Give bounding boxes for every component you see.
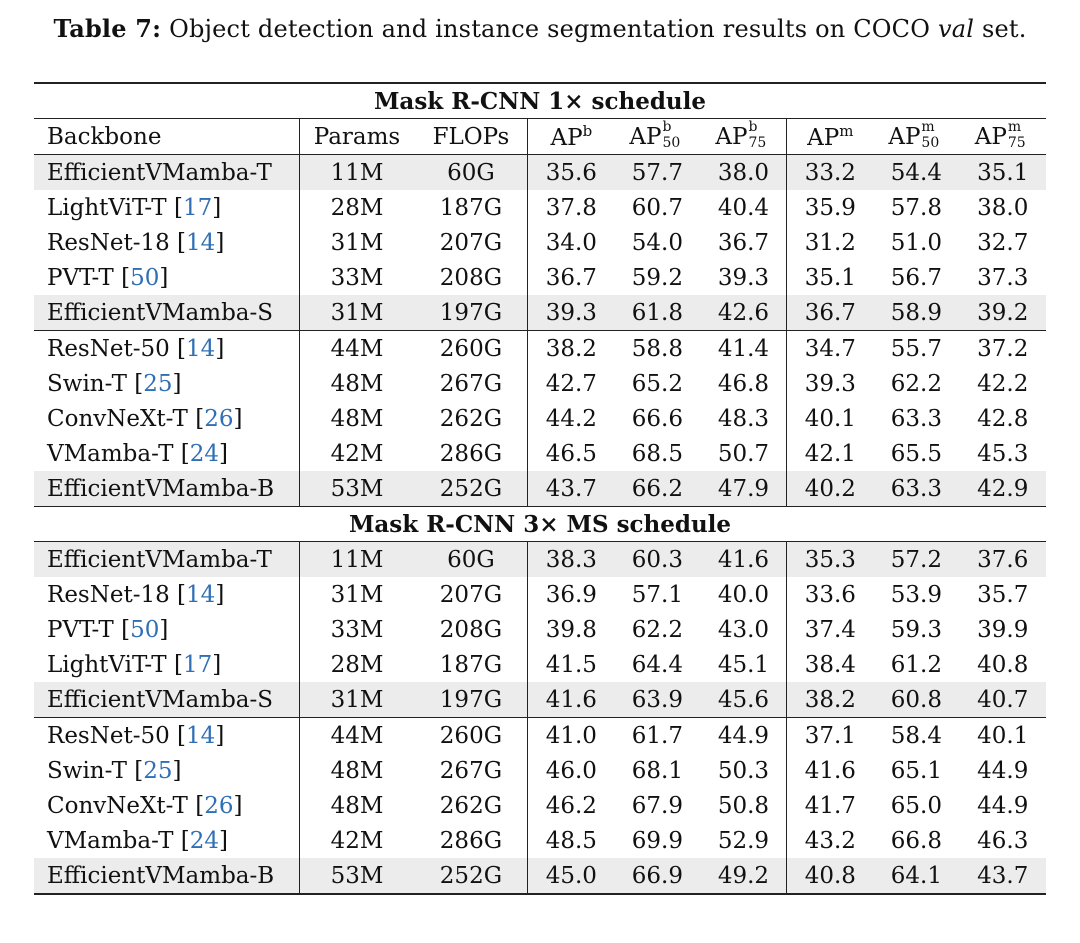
cell-backbone: Swin-T [25] bbox=[34, 366, 299, 401]
citation-link[interactable]: 50 bbox=[130, 616, 160, 643]
ap-subscript: 75 bbox=[1007, 134, 1026, 151]
cell-ap-b50: 68.1 bbox=[631, 757, 683, 784]
cell-params: 28M bbox=[330, 651, 384, 678]
cell-ap-m75: 45.3 bbox=[977, 440, 1029, 467]
cell-ap-b: 38.3 bbox=[528, 542, 614, 578]
cell-ap-m: 38.4 bbox=[804, 651, 856, 678]
cell-ap-m50: 65.0 bbox=[890, 792, 942, 819]
cell-ap-b: 36.7 bbox=[545, 264, 597, 291]
cell-ap-m50: 64.1 bbox=[873, 858, 959, 894]
cell-ap-m75: 39.9 bbox=[977, 616, 1029, 643]
ap-label: AP bbox=[974, 123, 1007, 150]
cell-flops: 267G bbox=[414, 753, 527, 788]
cell-ap-m: 43.2 bbox=[804, 827, 856, 854]
header-backbone: Backbone bbox=[34, 119, 299, 155]
backbone-name: EfficientVMamba-T bbox=[47, 546, 272, 573]
citation-link[interactable]: 50 bbox=[130, 264, 160, 291]
cell-ap-m75: 46.3 bbox=[977, 827, 1029, 854]
cell-ap-b50: 68.5 bbox=[631, 440, 683, 467]
cell-backbone bbox=[34, 155, 299, 191]
cell-ap-m50: 61.2 bbox=[890, 651, 942, 678]
cell-ap-b75: 46.8 bbox=[701, 366, 787, 401]
cell-ap-m: 38.2 bbox=[787, 682, 873, 718]
cell-ap-b50: 60.7 bbox=[631, 194, 683, 221]
cell-flops: 260G bbox=[414, 331, 527, 367]
backbone-name: EfficientVMamba-S bbox=[47, 299, 274, 326]
backbone-name: ConvNeXt-T bbox=[47, 792, 188, 819]
table-row bbox=[34, 155, 1046, 191]
cell-backbone: PVT-T [50] bbox=[34, 260, 299, 295]
cell-ap-m50: 63.3 bbox=[890, 405, 942, 432]
cell-backbone: ResNet-50 [14] bbox=[34, 718, 299, 754]
cell-ap-b75: 52.9 bbox=[701, 823, 787, 858]
table-row bbox=[34, 647, 1046, 682]
cell-flops: 187G bbox=[414, 190, 527, 225]
cell-ap-b50: 54.0 bbox=[631, 229, 683, 256]
cell-flops: 262G bbox=[414, 788, 527, 823]
cell-ap-m: 34.7 bbox=[787, 331, 873, 367]
cell-ap-b50: 66.2 bbox=[614, 471, 700, 507]
cell-ap-b: 41.6 bbox=[528, 682, 614, 718]
cell-ap-b75: 48.3 bbox=[701, 401, 787, 436]
cell-ap-b: 46.2 bbox=[545, 792, 597, 819]
cell-flops: 260G bbox=[414, 718, 527, 754]
header-flops: FLOPs bbox=[414, 119, 527, 155]
cell-ap-m75: 38.0 bbox=[977, 194, 1029, 221]
cell-ap-b: 43.7 bbox=[528, 471, 614, 507]
cell-ap-m50: 65.5 bbox=[890, 440, 942, 467]
backbone-name: VMamba-T bbox=[47, 440, 174, 467]
cell-ap-b50: 61.7 bbox=[614, 718, 700, 754]
cell-ap-b: 39.8 bbox=[545, 616, 597, 643]
cell-params: 11M bbox=[299, 542, 414, 578]
table-row bbox=[34, 612, 1046, 647]
cell-ap-m: 35.9 bbox=[804, 194, 856, 221]
backbone-name: PVT-T bbox=[47, 264, 114, 291]
cell-ap-m: 35.1 bbox=[804, 264, 856, 291]
cell-ap-m50: 65.1 bbox=[890, 757, 942, 784]
cell-ap-m50: 58.9 bbox=[873, 295, 959, 331]
header-params: Params bbox=[299, 119, 414, 155]
cell-ap-b50: 59.2 bbox=[631, 264, 683, 291]
cell-ap-m75: 37.2 bbox=[960, 331, 1046, 367]
table-row bbox=[34, 471, 1046, 507]
cell-ap-m50: 54.4 bbox=[873, 155, 959, 191]
cell-ap-m50: 53.9 bbox=[890, 581, 942, 608]
cell-ap-b75: 40.4 bbox=[701, 190, 787, 225]
citation-link[interactable]: 24 bbox=[189, 827, 219, 854]
cell-ap-b50: 64.4 bbox=[631, 651, 683, 678]
cell-ap-m: 41.6 bbox=[804, 757, 856, 784]
cell-ap-m: 40.1 bbox=[804, 405, 856, 432]
citation-link[interactable]: 17 bbox=[182, 194, 213, 221]
cell-ap-m75: 35.7 bbox=[977, 581, 1029, 608]
backbone-name: Swin-T bbox=[47, 370, 127, 397]
ap-script-stack bbox=[920, 118, 944, 151]
cell-ap-b: 44.2 bbox=[545, 405, 597, 432]
cell-backbone: VMamba-T [24] bbox=[34, 436, 299, 471]
table-row bbox=[34, 577, 1046, 612]
cell-ap-b75: 50.7 bbox=[701, 436, 787, 471]
cell-params: 33M bbox=[330, 616, 384, 643]
table-row bbox=[34, 190, 1046, 225]
backbone-name: LightViT-T bbox=[47, 194, 167, 221]
cell-ap-b75: 41.6 bbox=[701, 542, 787, 578]
ap-superscript: m bbox=[1007, 118, 1022, 135]
cell-backbone: Swin-T [25] bbox=[34, 753, 299, 788]
table-row bbox=[34, 260, 1046, 295]
header-ap-b75 bbox=[701, 119, 787, 155]
cell-ap-b75: 50.3 bbox=[701, 753, 787, 788]
cell-flops: 208G bbox=[414, 260, 527, 295]
header-ap-m bbox=[787, 119, 873, 155]
cell-flops: 60G bbox=[414, 155, 527, 191]
ap-label: AP bbox=[715, 123, 748, 150]
ap-subscript: 50 bbox=[921, 134, 940, 151]
cell-flops: 286G bbox=[414, 823, 527, 858]
cell-ap-b50: 67.9 bbox=[631, 792, 683, 819]
table-caption bbox=[0, 14, 1080, 43]
cell-flops: 252G bbox=[414, 858, 527, 894]
ap-subscript: 50 bbox=[662, 134, 681, 151]
cell-params: 42M bbox=[330, 827, 384, 854]
backbone-name: EfficientVMamba-T bbox=[47, 159, 272, 186]
cell-ap-b75: 43.0 bbox=[701, 612, 787, 647]
caption-text: Object detection and instance segmentation results on COCO bbox=[169, 15, 931, 43]
cell-ap-m: 31.2 bbox=[804, 229, 856, 256]
cell-ap-m75: 40.7 bbox=[960, 682, 1046, 718]
cell-params: 53M bbox=[299, 858, 414, 894]
backbone-name: PVT-T bbox=[47, 616, 114, 643]
section-title-row bbox=[34, 83, 1046, 119]
backbone-name: ResNet-18 bbox=[47, 581, 170, 608]
cell-ap-b50: 66.9 bbox=[614, 858, 700, 894]
backbone-name: EfficientVMamba-B bbox=[47, 862, 275, 889]
ap-script-stack bbox=[661, 118, 685, 151]
cell-ap-b50: 66.6 bbox=[631, 405, 683, 432]
cell-ap-b50: 63.9 bbox=[614, 682, 700, 718]
cell-ap-b: 38.2 bbox=[528, 331, 614, 367]
citation-link[interactable]: 26 bbox=[204, 792, 234, 819]
table-row bbox=[34, 225, 1046, 260]
results-table-wrapper bbox=[34, 82, 1046, 895]
cell-ap-m: 41.7 bbox=[804, 792, 856, 819]
table-row bbox=[34, 366, 1046, 401]
ap-script-stack bbox=[1007, 118, 1031, 151]
header-ap-b50 bbox=[614, 119, 700, 155]
cell-params: 31M bbox=[299, 295, 414, 331]
ap-superscript: b bbox=[582, 122, 593, 140]
cell-ap-b50: 57.7 bbox=[614, 155, 700, 191]
cell-params: 44M bbox=[299, 331, 414, 367]
backbone-name: ResNet-50 bbox=[47, 335, 170, 362]
cell-backbone bbox=[34, 682, 299, 718]
cell-backbone: ResNet-18 [14] bbox=[34, 577, 299, 612]
cell-flops: 286G bbox=[414, 436, 527, 471]
caption-label: Table 7: bbox=[53, 14, 162, 43]
cell-ap-b: 37.8 bbox=[545, 194, 597, 221]
cell-ap-b50: 60.3 bbox=[614, 542, 700, 578]
cell-flops: 197G bbox=[414, 682, 527, 718]
cell-ap-b: 41.5 bbox=[545, 651, 597, 678]
cell-params: 53M bbox=[299, 471, 414, 507]
cell-backbone bbox=[34, 295, 299, 331]
backbone-name: EfficientVMamba-B bbox=[47, 475, 275, 502]
cell-flops: 207G bbox=[414, 577, 527, 612]
ap-superscript: b bbox=[748, 118, 758, 135]
citation-link[interactable]: 14 bbox=[186, 581, 216, 608]
citation-link[interactable]: 14 bbox=[186, 229, 216, 256]
cell-ap-m: 39.3 bbox=[804, 370, 856, 397]
cell-ap-b50: 62.2 bbox=[631, 616, 683, 643]
cell-ap-b: 39.3 bbox=[528, 295, 614, 331]
cell-flops: 197G bbox=[414, 295, 527, 331]
ap-label: AP bbox=[888, 123, 921, 150]
citation-link[interactable]: 25 bbox=[143, 757, 173, 784]
cell-ap-m50: 55.7 bbox=[873, 331, 959, 367]
cell-ap-m50: 58.4 bbox=[873, 718, 959, 754]
cell-ap-m: 36.7 bbox=[787, 295, 873, 331]
cell-backbone: VMamba-T [24] bbox=[34, 823, 299, 858]
citation-link[interactable]: 14 bbox=[186, 722, 216, 749]
cell-params: 31M bbox=[299, 682, 414, 718]
cell-ap-m50: 56.7 bbox=[890, 264, 942, 291]
cell-ap-b75: 36.7 bbox=[701, 225, 787, 260]
cell-params: 31M bbox=[330, 581, 384, 608]
table-row bbox=[34, 542, 1046, 578]
header-ap-m50 bbox=[873, 119, 959, 155]
cell-ap-m75: 42.2 bbox=[977, 370, 1029, 397]
cell-backbone: ResNet-50 [14] bbox=[34, 331, 299, 367]
cell-ap-b: 46.5 bbox=[545, 440, 597, 467]
cell-ap-b75: 40.0 bbox=[701, 577, 787, 612]
header-ap-m75 bbox=[960, 119, 1046, 155]
cell-flops: 60G bbox=[414, 542, 527, 578]
cell-ap-b50: 61.8 bbox=[614, 295, 700, 331]
cell-params: 31M bbox=[330, 229, 384, 256]
cell-ap-m75: 42.8 bbox=[977, 405, 1029, 432]
cell-ap-b75: 45.6 bbox=[701, 682, 787, 718]
ap-label: AP bbox=[807, 125, 840, 151]
cell-ap-m50: 62.2 bbox=[890, 370, 942, 397]
table-body bbox=[34, 83, 1046, 894]
caption-text-end: set. bbox=[981, 15, 1027, 43]
section-title-row bbox=[34, 507, 1046, 542]
caption-italic: val bbox=[937, 15, 975, 43]
cell-params: 48M bbox=[330, 792, 384, 819]
table-row bbox=[34, 401, 1046, 436]
cell-params: 42M bbox=[330, 440, 384, 467]
cell-backbone: ConvNeXt-T [26] bbox=[34, 401, 299, 436]
cell-params: 48M bbox=[330, 405, 384, 432]
backbone-name: VMamba-T bbox=[47, 827, 174, 854]
cell-ap-b75: 44.9 bbox=[701, 718, 787, 754]
cell-ap-m75: 40.1 bbox=[960, 718, 1046, 754]
cell-ap-m: 42.1 bbox=[804, 440, 856, 467]
cell-backbone: LightViT-T [17] bbox=[34, 190, 299, 225]
cell-ap-b75: 38.0 bbox=[701, 155, 787, 191]
cell-ap-b: 42.7 bbox=[545, 370, 597, 397]
table-row bbox=[34, 788, 1046, 823]
cell-ap-b: 34.0 bbox=[545, 229, 597, 256]
cell-ap-m75: 39.2 bbox=[960, 295, 1046, 331]
cell-ap-m75: 37.3 bbox=[977, 264, 1029, 291]
cell-params: 11M bbox=[299, 155, 414, 191]
cell-ap-b: 41.0 bbox=[528, 718, 614, 754]
cell-ap-m75: 44.9 bbox=[977, 757, 1029, 784]
results-table bbox=[34, 82, 1046, 895]
cell-ap-b: 45.0 bbox=[528, 858, 614, 894]
ap-subscript: 75 bbox=[748, 134, 767, 151]
citation-link[interactable]: 14 bbox=[186, 335, 216, 362]
ap-superscript: m bbox=[921, 118, 935, 135]
cell-ap-m50: 57.8 bbox=[890, 194, 942, 221]
cell-flops: 207G bbox=[414, 225, 527, 260]
cell-ap-m50: 57.2 bbox=[873, 542, 959, 578]
cell-flops: 267G bbox=[414, 366, 527, 401]
cell-ap-m75: 32.7 bbox=[977, 229, 1029, 256]
cell-params: 44M bbox=[299, 718, 414, 754]
cell-backbone bbox=[34, 542, 299, 578]
cell-ap-b75: 45.1 bbox=[701, 647, 787, 682]
citation-link[interactable]: 26 bbox=[204, 405, 234, 432]
section-title: Mask R-CNN 1× schedule bbox=[34, 83, 1046, 119]
backbone-name: ResNet-50 bbox=[47, 722, 170, 749]
cell-ap-m: 35.3 bbox=[787, 542, 873, 578]
cell-backbone bbox=[34, 471, 299, 507]
cell-ap-b75: 50.8 bbox=[701, 788, 787, 823]
cell-ap-m: 37.4 bbox=[804, 616, 856, 643]
cell-ap-b50: 58.8 bbox=[614, 331, 700, 367]
cell-params: 48M bbox=[330, 370, 384, 397]
table-row bbox=[34, 331, 1046, 367]
cell-ap-m: 33.2 bbox=[787, 155, 873, 191]
ap-label: AP bbox=[550, 125, 583, 151]
cell-ap-b75: 41.4 bbox=[701, 331, 787, 367]
cell-ap-b: 48.5 bbox=[545, 827, 597, 854]
cell-ap-m50: 59.3 bbox=[890, 616, 942, 643]
cell-ap-m50: 60.8 bbox=[873, 682, 959, 718]
table-row bbox=[34, 682, 1046, 718]
cell-ap-m75: 42.9 bbox=[960, 471, 1046, 507]
table-row bbox=[34, 295, 1046, 331]
table-row bbox=[34, 436, 1046, 471]
citation-link[interactable]: 17 bbox=[182, 651, 213, 678]
table-row bbox=[34, 823, 1046, 858]
cell-ap-b: 35.6 bbox=[528, 155, 614, 191]
cell-params: 48M bbox=[330, 757, 384, 784]
cell-backbone: ResNet-18 [14] bbox=[34, 225, 299, 260]
cell-ap-m50: 51.0 bbox=[890, 229, 942, 256]
cell-ap-m: 40.2 bbox=[787, 471, 873, 507]
cell-backbone: PVT-T [50] bbox=[34, 612, 299, 647]
cell-flops: 208G bbox=[414, 612, 527, 647]
cell-ap-m50: 66.8 bbox=[890, 827, 942, 854]
cell-params: 33M bbox=[330, 264, 384, 291]
header-ap-b bbox=[528, 119, 614, 155]
cell-ap-m75: 37.6 bbox=[960, 542, 1046, 578]
backbone-name: EfficientVMamba-S bbox=[47, 686, 274, 713]
cell-ap-b75: 47.9 bbox=[701, 471, 787, 507]
cell-backbone: LightViT-T [17] bbox=[34, 647, 299, 682]
cell-ap-b: 46.0 bbox=[545, 757, 597, 784]
cell-ap-b75: 42.6 bbox=[701, 295, 787, 331]
cell-ap-b: 36.9 bbox=[545, 581, 597, 608]
cell-params: 28M bbox=[330, 194, 384, 221]
cell-flops: 187G bbox=[414, 647, 527, 682]
column-header-row bbox=[34, 119, 1046, 155]
citation-link[interactable]: 24 bbox=[189, 440, 219, 467]
cell-flops: 252G bbox=[414, 471, 527, 507]
cell-ap-b50: 69.9 bbox=[631, 827, 683, 854]
cell-ap-b75: 39.3 bbox=[701, 260, 787, 295]
ap-script-stack bbox=[748, 118, 772, 151]
cell-ap-m: 37.1 bbox=[787, 718, 873, 754]
cell-backbone: ConvNeXt-T [26] bbox=[34, 788, 299, 823]
ap-superscript: m bbox=[839, 122, 854, 140]
backbone-name: ResNet-18 bbox=[47, 229, 170, 256]
cell-ap-m75: 44.9 bbox=[977, 792, 1029, 819]
backbone-name: Swin-T bbox=[47, 757, 127, 784]
cell-ap-m: 40.8 bbox=[787, 858, 873, 894]
cell-ap-m75: 43.7 bbox=[960, 858, 1046, 894]
citation-link[interactable]: 25 bbox=[143, 370, 173, 397]
cell-backbone bbox=[34, 858, 299, 894]
cell-flops: 262G bbox=[414, 401, 527, 436]
cell-ap-b50: 57.1 bbox=[631, 581, 683, 608]
cell-ap-b50: 65.2 bbox=[631, 370, 683, 397]
backbone-name: ConvNeXt-T bbox=[47, 405, 188, 432]
backbone-name: LightViT-T bbox=[47, 651, 167, 678]
table-row bbox=[34, 858, 1046, 894]
table-row bbox=[34, 718, 1046, 754]
ap-superscript: b bbox=[662, 118, 672, 135]
cell-ap-m75: 35.1 bbox=[960, 155, 1046, 191]
table-row bbox=[34, 753, 1046, 788]
section-title: Mask R-CNN 3× MS schedule bbox=[34, 507, 1046, 542]
cell-ap-m75: 40.8 bbox=[977, 651, 1029, 678]
cell-ap-m50: 63.3 bbox=[873, 471, 959, 507]
ap-label: AP bbox=[629, 123, 662, 150]
cell-ap-b75: 49.2 bbox=[701, 858, 787, 894]
cell-ap-m: 33.6 bbox=[804, 581, 856, 608]
